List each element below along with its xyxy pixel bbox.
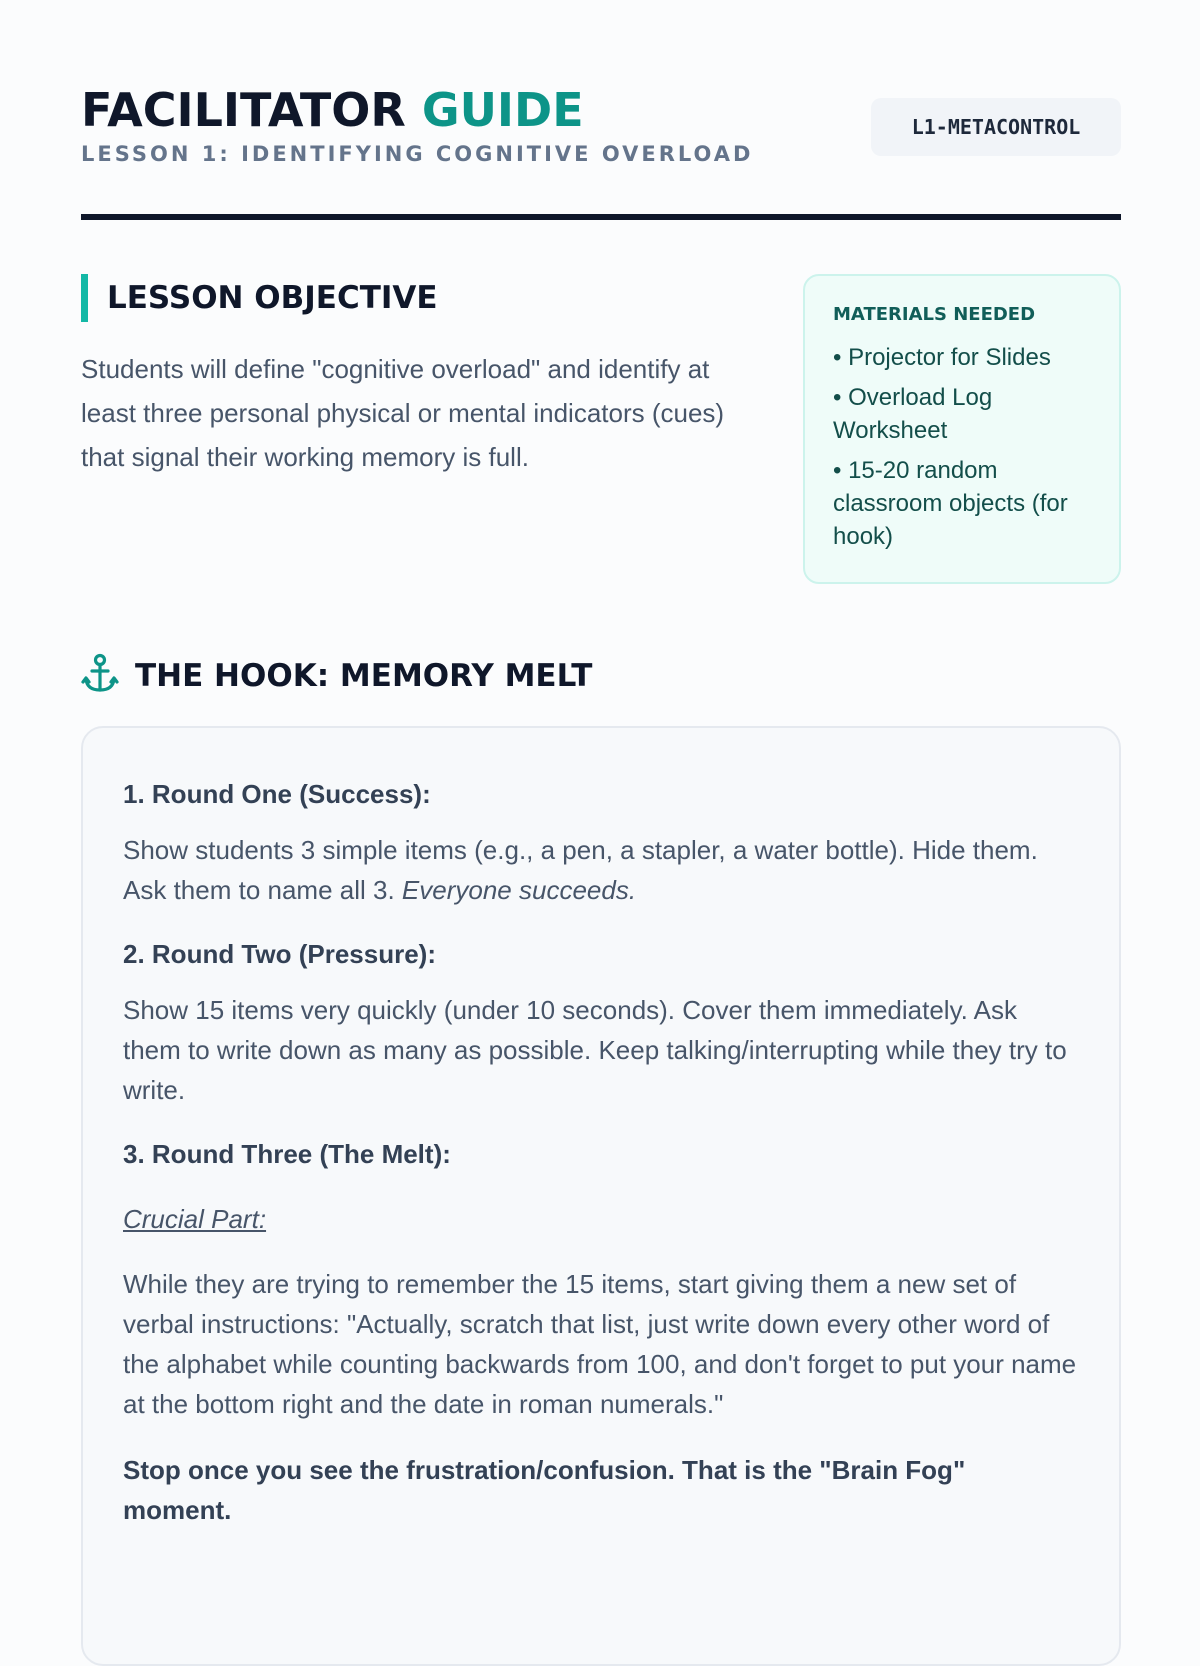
lesson-subtitle: LESSON 1: IDENTIFYING COGNITIVE OVERLOAD — [81, 142, 754, 166]
title-accent: GUIDE — [421, 83, 584, 137]
anchor-icon — [81, 652, 121, 696]
hook-card — [81, 726, 1121, 1666]
round-one-heading: 1. Round One (Success): — [123, 779, 431, 809]
materials-item: • Overload Log Worksheet — [833, 381, 1093, 447]
round-one-text — [123, 830, 1079, 910]
page-title — [81, 80, 584, 140]
stop-note: Stop once you see the frustration/confusion. That is the "Brain Fog" moment. — [123, 1455, 966, 1525]
objective-text: Students will define "cognitive overload" and identify at least three personal physical or mental indicators (cues) that signal their working memory is full. — [81, 354, 725, 472]
hook-heading: THE HOOK: MEMORY MELT — [135, 658, 593, 694]
objective-heading: LESSON OBJECTIVE — [107, 280, 438, 316]
objective-accent-bar — [81, 274, 88, 322]
materials-card — [803, 274, 1121, 584]
lesson-code-badge: L1-METACONTROL — [871, 98, 1121, 156]
round-two-heading: 2. Round Two (Pressure): — [123, 939, 436, 969]
crucial-part-label: Crucial Part: — [123, 1204, 267, 1234]
round-one-body: Show students 3 simple items (e.g., a pen, a stapler, a water bottle). Hide them. Ask them to name all 3. — [123, 835, 1038, 905]
round-three-text: While they are trying to remember the 15 items, start giving them a new set of verbal instructions: "Actually, scratch that list, just write down every other word of the alphabet while counting backwards from 100, and don't forget to put your name at the bottom right and the date in roman numerals." — [123, 1269, 1077, 1419]
header-divider — [81, 214, 1121, 220]
round-three-heading: 3. Round Three (The Melt): — [123, 1139, 451, 1169]
materials-item: • 15-20 random classroom objects (for hook) — [833, 454, 1093, 553]
round-two-text: Show 15 items very quickly (under 10 seconds). Cover them immediately. Ask them to write down as many as possible. Keep talking/interrupting while they try to write. — [123, 995, 1067, 1105]
title-main: FACILITATOR — [81, 83, 406, 137]
materials-list — [833, 341, 1093, 553]
materials-item: • Projector for Slides — [833, 341, 1093, 374]
round-one-emphasis: Everyone succeeds. — [401, 875, 637, 905]
materials-heading: MATERIALS NEEDED — [833, 304, 1036, 325]
